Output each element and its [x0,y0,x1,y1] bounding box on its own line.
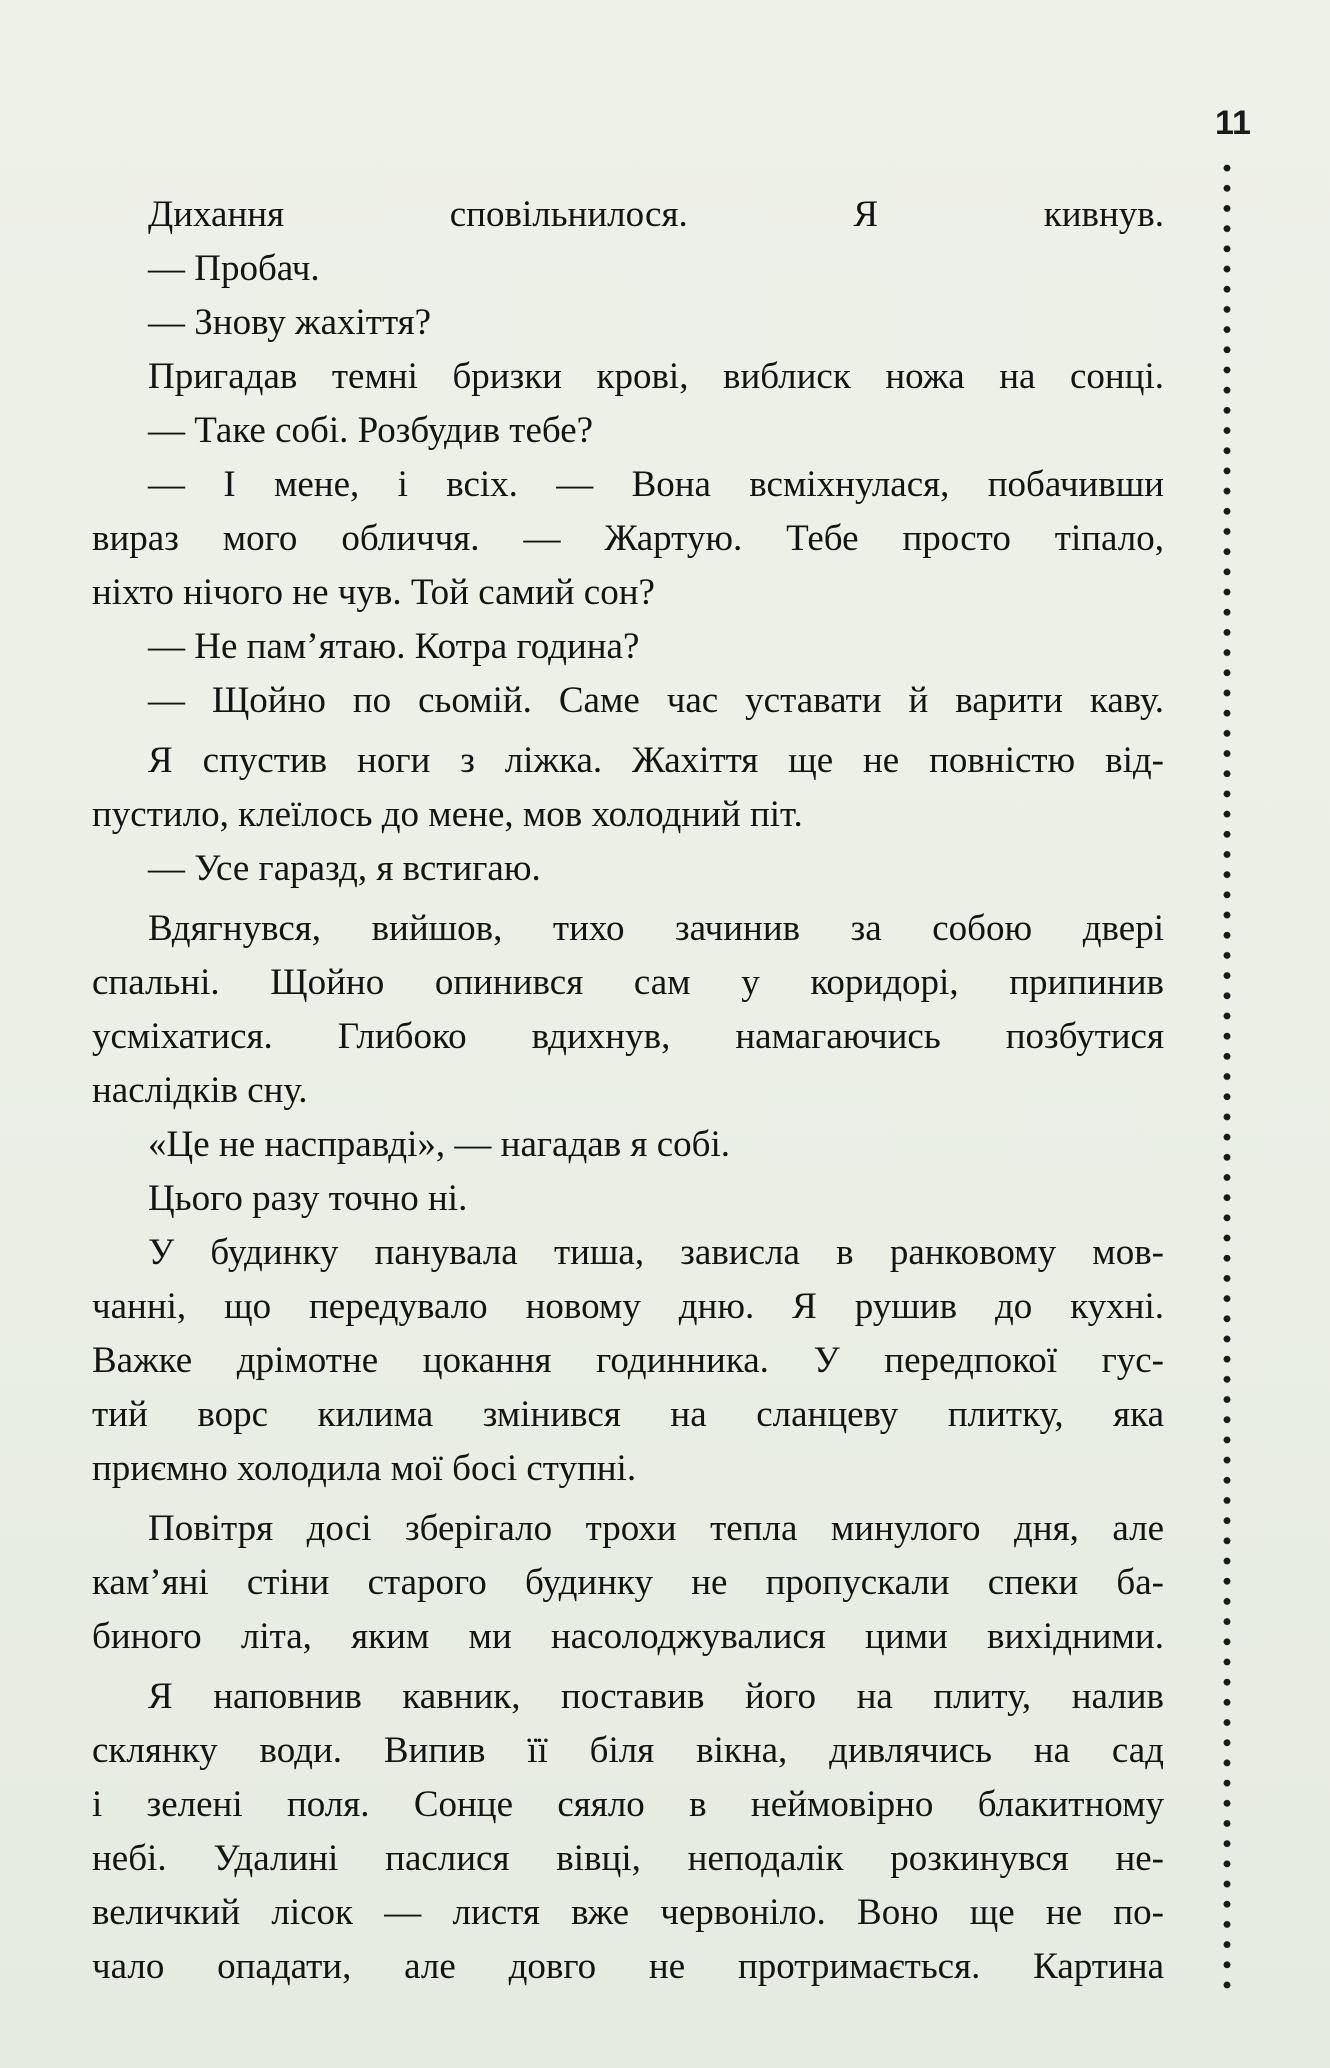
text-line: — Щойно по сьомій. Саме час уставати й варити каву. [148,680,1164,721]
text-line: вираз мого обличчя. — Жартую. Тебе просто тіпало, [92,518,1164,559]
text-line: пустило, клеїлось до мене, мов холодний піт. [92,794,803,835]
text-line: Повітря досі зберігало трохи тепла минулого дня, але [148,1508,1164,1549]
text-line: — Усе гаразд, я встигаю. [148,848,541,889]
text-line: — Пробач. [148,248,320,289]
text-line: — Не пам’ятаю. Котра година? [148,626,640,667]
text-line: склянку води. Випив її біля вікна, дивлячись на сад [92,1730,1164,1771]
text-line: приємно холодила мої босі ступні. [92,1448,637,1489]
text-line: і зелені поля. Сонце сяяло в неймовірно блакитному [92,1784,1164,1825]
text-line: чало опадати, але довго не протримається. Картина [92,1946,1164,1987]
text-line: Дихання сповільнилося. Я кивнув. [148,194,1164,235]
text-line: Цього разу точно ні. [148,1178,468,1219]
text-line: величкий лісок — листя вже червоніло. Воно ще не по- [92,1892,1164,1933]
text-line: Я наповнив кавник, поставив його на плиту, налив [148,1676,1164,1717]
text-line: — Таке собі. Розбудив тебе? [148,410,594,451]
text-line: — Знову жахіття? [148,302,432,343]
text-line: — І мене, і всіх. — Вона всміхнулася, побачивши [148,464,1164,505]
text-line: Вдягнувся, вийшов, тихо зачинив за собою двері [148,908,1164,949]
text-line: наслідків сну. [92,1070,308,1111]
text-line: спальні. Щойно опинився сам у коридорі, припинив [92,962,1164,1003]
text-line: биного літа, яким ми насолоджувалися цими вихідними. [92,1616,1164,1657]
text-line: чанні, що передувало новому дню. Я рушив до кухні. [92,1286,1164,1327]
text-line: усміхатися. Глибоко вдихнув, намагаючись позбутися [92,1016,1164,1057]
page-number: 11 [1215,104,1251,142]
text-line: небі. Удалині паслися вівці, неподалік розкинувся не- [92,1838,1164,1879]
text-line: кам’яні стіни старого будинку не пропускали спеки ба- [92,1562,1164,1603]
dotted-margin-rule [1223,158,1231,1996]
text-line: Я спустив ноги з ліжка. Жахіття ще не повністю від- [148,740,1164,781]
text-line: тий ворс килима змінився на сланцеву плитку, яка [92,1394,1164,1435]
text-line: У будинку панувала тиша, зависла в ранковому мов- [148,1232,1164,1273]
text-line: «Це не насправді», — нагадав я собі. [148,1124,730,1165]
text-line: Важке дрімотне цокання годинника. У передпокої гус- [92,1340,1164,1381]
body-text [92,188,1164,1994]
text-line: Пригадав темні бризки крові, виблиск ножа на сонці. [148,356,1164,397]
text-line: ніхто нічого не чув. Той самий сон? [92,572,655,613]
